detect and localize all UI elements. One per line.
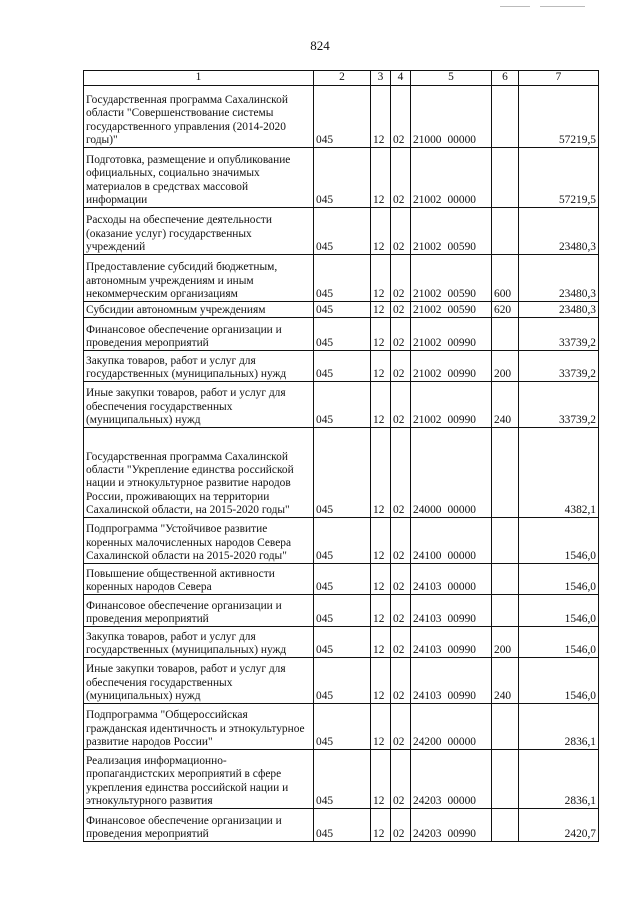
amount: 4382,1 bbox=[519, 428, 599, 518]
target-article-program: 21002 bbox=[413, 303, 442, 316]
target-article-direction: 00990 bbox=[447, 689, 476, 702]
target-article-code bbox=[411, 318, 492, 351]
amount: 57219,5 bbox=[519, 148, 599, 208]
column-header: 7 bbox=[519, 71, 599, 86]
item-description: Закупка товаров, работ и услуг для государственных (муниципальных) нужд bbox=[84, 351, 314, 382]
expense-type-code bbox=[492, 318, 519, 351]
table-row bbox=[84, 627, 599, 658]
ministry-code: 045 bbox=[314, 750, 371, 809]
target-article-code bbox=[411, 809, 492, 842]
table-row bbox=[84, 382, 599, 428]
amount: 2836,1 bbox=[519, 704, 599, 750]
section-code: 12 bbox=[371, 351, 391, 382]
table-row bbox=[84, 428, 599, 518]
subsection-code: 02 bbox=[391, 208, 411, 255]
budget-table bbox=[83, 70, 599, 842]
target-article-direction: 00000 bbox=[447, 133, 476, 146]
target-article-program: 24103 bbox=[413, 689, 442, 702]
expense-type-code bbox=[492, 518, 519, 564]
target-article-program: 24103 bbox=[413, 643, 442, 656]
amount: 23480,3 bbox=[519, 208, 599, 255]
column-header: 6 bbox=[492, 71, 519, 86]
amount: 33739,2 bbox=[519, 318, 599, 351]
subsection-code: 02 bbox=[391, 351, 411, 382]
target-article-direction: 00000 bbox=[447, 193, 476, 206]
target-article-code bbox=[411, 627, 492, 658]
section-code: 12 bbox=[371, 318, 391, 351]
target-article-direction: 00590 bbox=[447, 303, 476, 316]
expense-type-code: 200 bbox=[492, 351, 519, 382]
item-description: Предоставление субсидий бюджетным, автономным учреждениям и иным некоммерческим организациям bbox=[84, 255, 314, 302]
expense-type-code: 240 bbox=[492, 382, 519, 428]
amount: 2836,1 bbox=[519, 750, 599, 809]
ministry-code: 045 bbox=[314, 255, 371, 302]
subsection-code: 02 bbox=[391, 518, 411, 564]
section-code: 12 bbox=[371, 148, 391, 208]
table-row bbox=[84, 595, 599, 627]
item-description: Государственная программа Сахалинской области "Укрепление единства российской нации и этнокультурное развитие народов России, проживающих на территории Сахалинской области, на 2015-2020 годы" bbox=[84, 428, 314, 518]
target-article-program: 24103 bbox=[413, 612, 442, 625]
ministry-code: 045 bbox=[314, 704, 371, 750]
section-code: 12 bbox=[371, 428, 391, 518]
section-code: 12 bbox=[371, 595, 391, 627]
table-row bbox=[84, 318, 599, 351]
expense-type-code: 200 bbox=[492, 627, 519, 658]
target-article-direction: 00590 bbox=[447, 287, 476, 300]
target-article-program: 21002 bbox=[413, 367, 442, 380]
table-row bbox=[84, 255, 599, 302]
page-number: 824 bbox=[310, 38, 330, 53]
target-article-code bbox=[411, 255, 492, 302]
amount: 23480,3 bbox=[519, 302, 599, 318]
amount: 33739,2 bbox=[519, 351, 599, 382]
expense-type-code: 600 bbox=[492, 255, 519, 302]
table-row bbox=[84, 518, 599, 564]
ministry-code: 045 bbox=[314, 595, 371, 627]
ministry-code: 045 bbox=[314, 351, 371, 382]
subsection-code: 02 bbox=[391, 595, 411, 627]
ministry-code: 045 bbox=[314, 428, 371, 518]
target-article-code bbox=[411, 658, 492, 704]
target-article-code bbox=[411, 86, 492, 148]
target-article-direction: 00000 bbox=[447, 549, 476, 562]
target-article-code bbox=[411, 518, 492, 564]
target-article-program: 21000 bbox=[413, 133, 442, 146]
target-article-direction: 00990 bbox=[447, 336, 476, 349]
ministry-code: 045 bbox=[314, 208, 371, 255]
ministry-code: 045 bbox=[314, 564, 371, 595]
amount: 57219,5 bbox=[519, 86, 599, 148]
column-header: 4 bbox=[391, 71, 411, 86]
item-description: Финансовое обеспечение организации и проведения мероприятий bbox=[84, 595, 314, 627]
section-code: 12 bbox=[371, 564, 391, 595]
target-article-direction: 00000 bbox=[447, 794, 476, 807]
item-description: Повышение общественной активности коренных народов Севера bbox=[84, 564, 314, 595]
section-code: 12 bbox=[371, 382, 391, 428]
table-row bbox=[84, 704, 599, 750]
target-article-code bbox=[411, 208, 492, 255]
section-code: 12 bbox=[371, 208, 391, 255]
section-code: 12 bbox=[371, 302, 391, 318]
subsection-code: 02 bbox=[391, 148, 411, 208]
expense-type-code bbox=[492, 428, 519, 518]
item-description: Подготовка, размещение и опубликование официальных, социально значимых материалов в средствах массовой информации bbox=[84, 148, 314, 208]
target-article-program: 24000 bbox=[413, 503, 442, 516]
expense-type-code bbox=[492, 595, 519, 627]
amount: 33739,2 bbox=[519, 382, 599, 428]
item-description: Финансовое обеспечение организации и проведения мероприятий bbox=[84, 318, 314, 351]
target-article-program: 24200 bbox=[413, 735, 442, 748]
target-article-direction: 00000 bbox=[447, 503, 476, 516]
table-row bbox=[84, 351, 599, 382]
section-code: 12 bbox=[371, 658, 391, 704]
subsection-code: 02 bbox=[391, 658, 411, 704]
subsection-code: 02 bbox=[391, 704, 411, 750]
ministry-code: 045 bbox=[314, 86, 371, 148]
subsection-code: 02 bbox=[391, 750, 411, 809]
target-article-program: 21002 bbox=[413, 413, 442, 426]
target-article-code bbox=[411, 428, 492, 518]
target-article-program: 24203 bbox=[413, 794, 442, 807]
amount: 1546,0 bbox=[519, 627, 599, 658]
ministry-code: 045 bbox=[314, 148, 371, 208]
item-description: Реализация информационно-пропагандистских мероприятий в сфере укрепления единства российской нации и этнокультурного развития bbox=[84, 750, 314, 809]
item-description: Подпрограмма "Устойчивое развитие коренных малочисленных народов Севера Сахалинской области на 2015-2020 годы" bbox=[84, 518, 314, 564]
target-article-program: 24100 bbox=[413, 549, 442, 562]
expense-type-code: 240 bbox=[492, 658, 519, 704]
item-description: Расходы на обеспечение деятельности (оказание услуг) государственных учреждений bbox=[84, 208, 314, 255]
ministry-code: 045 bbox=[314, 382, 371, 428]
target-article-code bbox=[411, 302, 492, 318]
section-code: 12 bbox=[371, 86, 391, 148]
amount: 1546,0 bbox=[519, 658, 599, 704]
item-description: Финансовое обеспечение организации и проведения мероприятий bbox=[84, 809, 314, 842]
ministry-code: 045 bbox=[314, 658, 371, 704]
table-row bbox=[84, 302, 599, 318]
scan-mark bbox=[540, 6, 585, 7]
subsection-code: 02 bbox=[391, 627, 411, 658]
ministry-code: 045 bbox=[314, 809, 371, 842]
target-article-direction: 00990 bbox=[447, 827, 476, 840]
ministry-code: 045 bbox=[314, 518, 371, 564]
table-body bbox=[84, 71, 599, 842]
column-header: 5 bbox=[411, 71, 492, 86]
target-article-program: 21002 bbox=[413, 193, 442, 206]
target-article-code bbox=[411, 382, 492, 428]
section-code: 12 bbox=[371, 750, 391, 809]
ministry-code: 045 bbox=[314, 627, 371, 658]
subsection-code: 02 bbox=[391, 809, 411, 842]
section-code: 12 bbox=[371, 627, 391, 658]
scan-mark bbox=[500, 6, 530, 7]
table-row bbox=[84, 750, 599, 809]
target-article-code bbox=[411, 351, 492, 382]
expense-type-code bbox=[492, 809, 519, 842]
expense-type-code bbox=[492, 148, 519, 208]
expense-type-code: 620 bbox=[492, 302, 519, 318]
target-article-direction: 00990 bbox=[447, 612, 476, 625]
subsection-code: 02 bbox=[391, 382, 411, 428]
subsection-code: 02 bbox=[391, 302, 411, 318]
section-code: 12 bbox=[371, 255, 391, 302]
column-header: 2 bbox=[314, 71, 371, 86]
item-description: Подпрограмма "Общероссийская гражданская идентичность и этнокультурное развитие народов России" bbox=[84, 704, 314, 750]
expense-type-code bbox=[492, 750, 519, 809]
amount: 1546,0 bbox=[519, 518, 599, 564]
table-row bbox=[84, 658, 599, 704]
expense-type-code bbox=[492, 704, 519, 750]
column-header: 3 bbox=[371, 71, 391, 86]
column-header: 1 bbox=[84, 71, 314, 86]
amount: 1546,0 bbox=[519, 595, 599, 627]
subsection-code: 02 bbox=[391, 318, 411, 351]
section-code: 12 bbox=[371, 704, 391, 750]
expense-type-code bbox=[492, 208, 519, 255]
target-article-direction: 00990 bbox=[447, 643, 476, 656]
item-description: Закупка товаров, работ и услуг для государственных (муниципальных) нужд bbox=[84, 627, 314, 658]
subsection-code: 02 bbox=[391, 428, 411, 518]
target-article-direction: 00990 bbox=[447, 413, 476, 426]
table-row bbox=[84, 564, 599, 595]
table-row bbox=[84, 208, 599, 255]
target-article-code bbox=[411, 148, 492, 208]
target-article-program: 21002 bbox=[413, 287, 442, 300]
target-article-code bbox=[411, 704, 492, 750]
expense-type-code bbox=[492, 86, 519, 148]
column-number-row bbox=[84, 71, 599, 86]
item-description: Иные закупки товаров, работ и услуг для обеспечения государственных (муниципальных) нужд bbox=[84, 658, 314, 704]
table-row bbox=[84, 148, 599, 208]
table-row bbox=[84, 809, 599, 842]
target-article-code bbox=[411, 564, 492, 595]
section-code: 12 bbox=[371, 518, 391, 564]
expense-type-code bbox=[492, 564, 519, 595]
target-article-program: 21002 bbox=[413, 240, 442, 253]
target-article-program: 21002 bbox=[413, 336, 442, 349]
target-article-direction: 00990 bbox=[447, 367, 476, 380]
section-code: 12 bbox=[371, 809, 391, 842]
item-description: Иные закупки товаров, работ и услуг для обеспечения государственных (муниципальных) нужд bbox=[84, 382, 314, 428]
subsection-code: 02 bbox=[391, 255, 411, 302]
target-article-direction: 00590 bbox=[447, 240, 476, 253]
item-description: Государственная программа Сахалинской области "Совершенствование системы государственного управления (2014-2020 годы)" bbox=[84, 86, 314, 148]
target-article-code bbox=[411, 595, 492, 627]
target-article-program: 24203 bbox=[413, 827, 442, 840]
target-article-direction: 00000 bbox=[447, 735, 476, 748]
amount: 23480,3 bbox=[519, 255, 599, 302]
ministry-code: 045 bbox=[314, 302, 371, 318]
subsection-code: 02 bbox=[391, 86, 411, 148]
amount: 1546,0 bbox=[519, 564, 599, 595]
table-row bbox=[84, 86, 599, 148]
amount: 2420,7 bbox=[519, 809, 599, 842]
subsection-code: 02 bbox=[391, 564, 411, 595]
ministry-code: 045 bbox=[314, 318, 371, 351]
target-article-direction: 00000 bbox=[447, 580, 476, 593]
target-article-program: 24103 bbox=[413, 580, 442, 593]
target-article-code bbox=[411, 750, 492, 809]
item-description: Субсидии автономным учреждениям bbox=[84, 302, 314, 318]
